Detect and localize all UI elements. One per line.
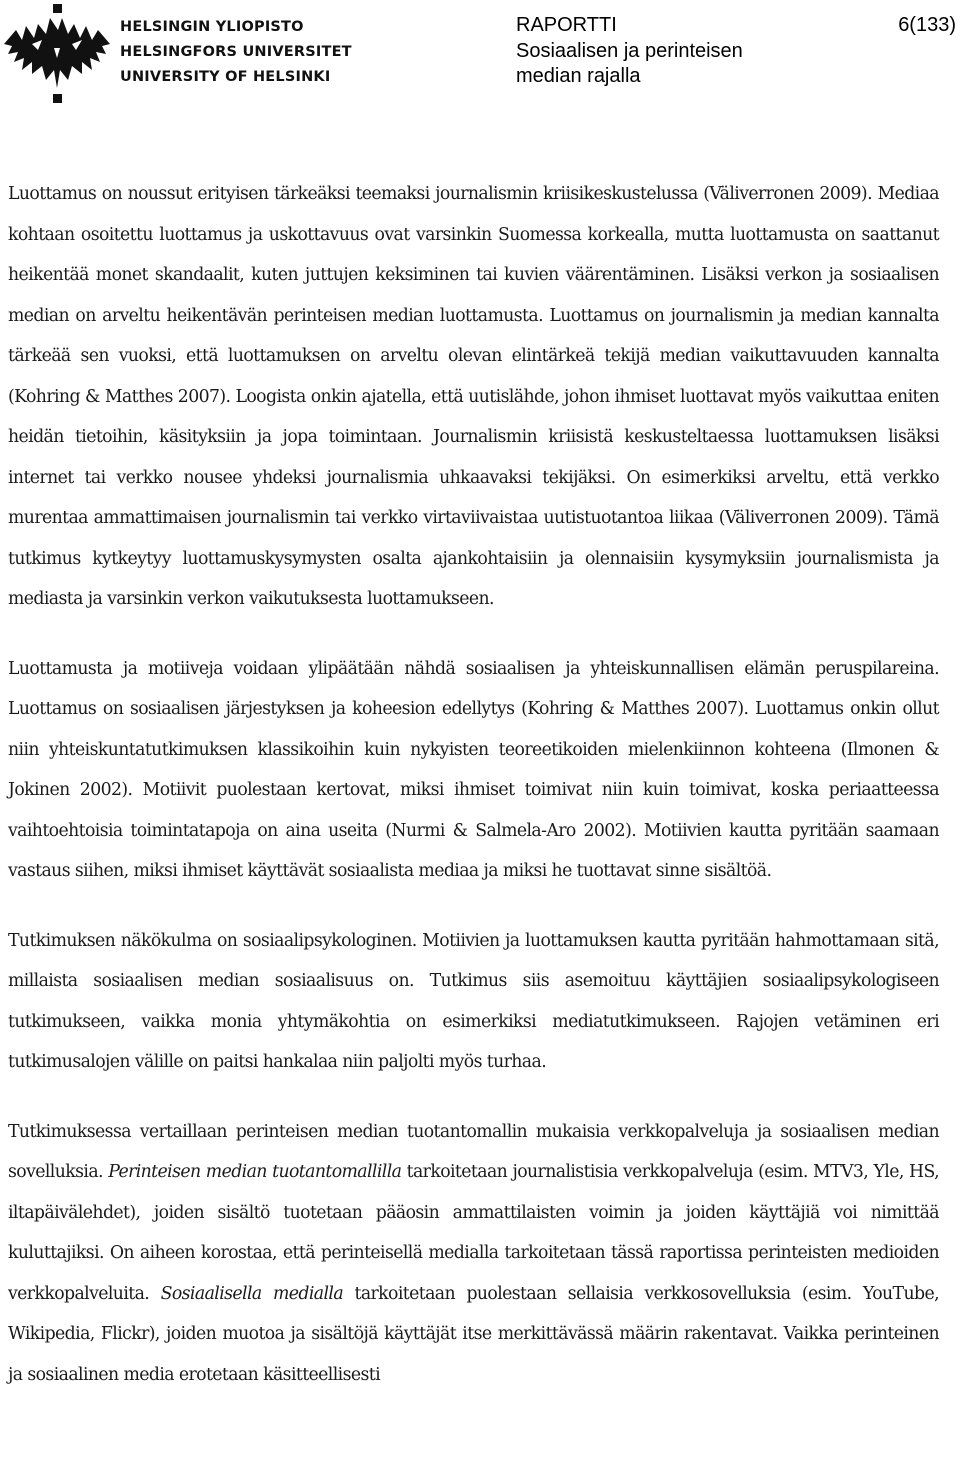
paragraph-trust-journalism: Luottamus on noussut erityisen tärkeäksi teemaksi journalismin kriisikeskustelussa (Väliverronen 2009). Mediaa kohtaan osoitettu luottamus ja uskottavuus ovat varsinkin Suomessa korkealla, mutta luottamusta on saattanut heikentää monet skandaalit, kuten juttujen keksiminen tai kuvien väärentäminen. Lisäksi verkon ja sosiaalisen median on arveltu heikentävän perinteisen median luottamusta. Luottamus on journalismin ja median kannalta tärkeää sen vuoksi, että luottamuksen on arveltu olevan elintärkeä tekijä median vaikuttavuuden kannalta (Kohring & Matthes 2007). Loogista onkin ajatella, että uutislähde, johon ihmiset luottavat myös vaikuttaa eniten heidän tietoihin, käsityksiin ja jopa toimintaan. Journalismin kriisistä keskusteltaessa luottamuksen lisäksi internet tai verkko nousee yhdeksi journalismia uhkaavaksi tekijäksi. On esimerkiksi arveltu, että verkko murentaa ammattimaisen journalismin tai verkko virtaviivaistaa uutistuotantoa liikaa (Väliverronen 2009). Tämä tutkimus kytkeytyy luottamuskysymysten osalta ajankohtaisiin ja olennaisiin kysymyksiin journalismista ja mediasta ja varsinkin verkon vaikutuksesta luottamukseen.: [8, 184, 939, 609]
university-name-en: UNIVERSITY OF HELSINKI: [120, 69, 331, 85]
paragraph-perspective: Tutkimuksen näkökulma on sosiaalipsykologinen. Motiivien ja luottamuksen kautta pyritään hahmottamaan sitä, millaista sosiaalisen median sosiaalisuus on. Tutkimus siis asemoituu käyttäjien sosiaalipsykologiseen tutkimukseen, vaikka monia yhtymäkohtia on esimerkiksi mediatutkimukseen. Rajojen vetäminen eri tutkimusalojen välille on paitsi hankalaa niin paljolti myös turhaa.: [8, 930, 939, 1072]
paragraph-comparison-text-b: tarkoitetaan journalistisia verkkopalveluja (esim. MTV3, Yle, HS, iltapäivälehdet), joiden sisältö tuotetaan pääosin ammattilaisten voimin ja joiden käyttäjiä voi nimittää kuluttajiksi. On aiheen korostaa, että perinteisellä medialla tarkoitetaan tässä raportissa perinteisten medioiden verkkopalveluita.: [8, 1162, 940, 1304]
university-of-helsinki-flame-logo-icon: [2, 4, 112, 104]
report-title-block: [516, 13, 743, 90]
term-social-media: Sosiaalisella medialla: [160, 1283, 344, 1304]
page-header: [0, 0, 960, 110]
page-number: 6(133): [898, 14, 956, 36]
paragraph-comparison: [8, 1112, 939, 1396]
report-title-line1: Sosiaalisen ja perinteisen: [516, 39, 743, 62]
university-names: [120, 15, 352, 90]
paragraph-comparison-text-a: Tutkimuksessa vertaillaan perinteisen median tuotantomallin mukaisia verkkopalveluja ja sosiaalisen median sovelluksia.: [8, 1121, 939, 1182]
report-title-line2: median rajalla: [516, 65, 641, 87]
university-name-sv: HELSINGFORS UNIVERSITET: [120, 44, 352, 60]
paragraph-trust-motives: Luottamusta ja motiiveja voidaan ylipäätään nähdä sosiaalisen ja yhteiskunnallisen elämän peruspilareina. Luottamus on sosiaalisen järjestyksen ja koheesion edellytys (Kohring & Matthes 2007). Luottamus onkin ollut niin yhteiskuntatutkimuksen klassikoihin kuin nykyisten teoreetikoiden mielenkiinnon kohteena (Ilmonen & Jokinen 2002). Motiivit puolestaan kertovat, miksi ihmiset toimivat niin kuin toimivat, koska periaatteessa vaihtoehtoisia toimintatapoja on aina useita (Nurmi & Salmela-Aro 2002). Motiivien kautta pyritään saamaan vastaus siihen, miksi ihmiset käyttävät sosiaalista mediaa ja miksi he tuottavat sinne sisältöä.: [8, 658, 939, 881]
term-traditional-media: Perinteisen median tuotantomallilla: [108, 1162, 402, 1182]
report-label: RAPORTTI: [516, 14, 617, 36]
university-name-fi: HELSINGIN YLIOPISTO: [120, 19, 304, 35]
paragraph-comparison-text-c: tarkoitetaan puolestaan sellaisia verkkosovelluksia (esim. YouTube, Wikipedia, Flickr), joiden muotoa ja sisältöjä käyttäjät itse merkittävässä määrin rakentavat. Vaikka perinteinen ja sosiaalinen media erotetaan käsitteellisesti: [8, 1283, 939, 1385]
document-body: [8, 174, 939, 1424]
